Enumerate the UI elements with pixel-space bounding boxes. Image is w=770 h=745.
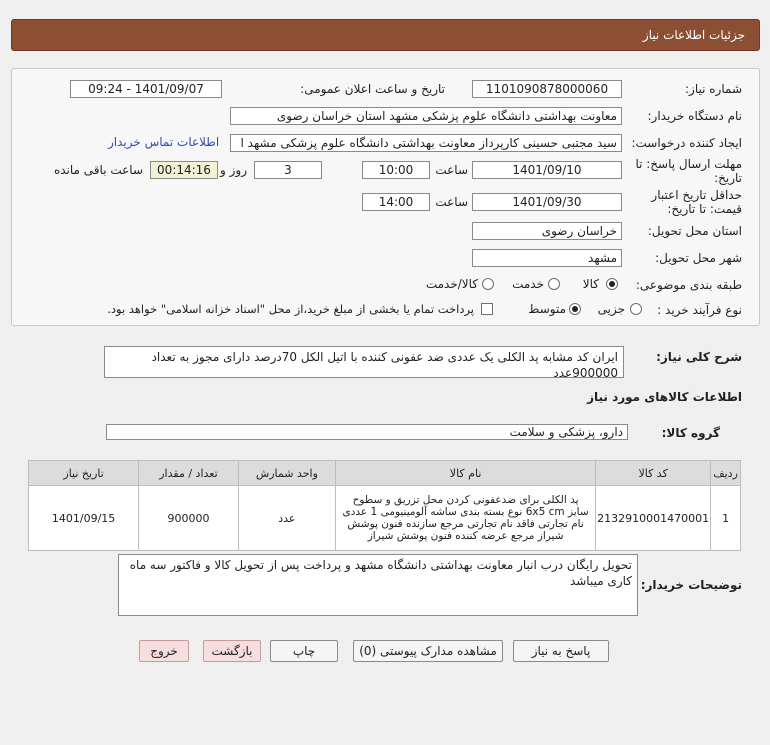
province-label: استان محل تحویل: — [647, 224, 742, 238]
validity-date-field: 1401/09/30 — [472, 193, 622, 211]
need-number-field: 1101090878000060 — [472, 80, 622, 98]
col-date: تاریخ نیاز — [29, 461, 139, 486]
validity-time-field: 14:00 — [362, 193, 430, 211]
deadline-time-field: 10:00 — [362, 161, 430, 179]
payment-note: پرداخت تمام یا بخشی از مبلغ خرید،از محل "اسناد خزانه اسلامی" خواهد بود. — [107, 302, 474, 316]
page-title: جزئیات اطلاعات نیاز — [642, 28, 745, 42]
goods-group-label: گروه کالا: — [661, 426, 720, 440]
summary-field: ایران کد مشابه پد الکلی یک عددی ضد عفونی کننده با اتیل الکل 70درصد دارای مجوز به تعداد 900000عدد — [104, 346, 624, 378]
buyer-org-field: معاونت بهداشتی دانشگاه علوم پزشکی مشهد استان خراسان رضوی — [230, 107, 622, 125]
cell-unit: عدد — [238, 486, 335, 551]
buyer-org-label: نام دستگاه خریدار: — [647, 109, 742, 123]
buyer-notes-label: توضیحات خریدار: — [640, 578, 742, 592]
category-radio-goods-service[interactable] — [482, 278, 494, 290]
remaining-label: ساعت باقی مانده — [53, 163, 143, 177]
deadline-time-label: ساعت — [435, 163, 468, 177]
col-qty: تعداد / مقدار — [139, 461, 238, 486]
purchase-radio-medium[interactable] — [569, 303, 581, 315]
category-option-goods-service: کالا/خدمت — [425, 277, 478, 291]
category-option-goods: کالا — [582, 277, 599, 291]
category-radio-goods[interactable] — [606, 278, 618, 290]
goods-table — [28, 460, 741, 551]
page-header — [11, 19, 760, 51]
print-button[interactable]: چاپ — [270, 640, 338, 662]
requester-label: ایجاد کننده درخواست: — [631, 136, 742, 150]
days-label: روز و — [220, 163, 247, 177]
exit-button[interactable]: خروج — [139, 640, 189, 662]
cell-code: 2132910001470001 — [596, 486, 711, 551]
cell-date: 1401/09/15 — [29, 486, 139, 551]
col-unit: واحد شمارش — [238, 461, 335, 486]
goods-section-title: اطلاعات کالاهای مورد نیاز — [587, 390, 742, 404]
purchase-option-medium: متوسط — [528, 302, 566, 316]
goods-table-header — [29, 461, 741, 486]
col-code: کد کالا — [596, 461, 711, 486]
purchase-radio-minor[interactable] — [630, 303, 642, 315]
buyer-contact-link[interactable]: اطلاعات تماس خریدار — [108, 135, 220, 149]
back-button[interactable]: بازگشت — [203, 640, 261, 662]
deadline-label-2: تاریخ: — [714, 171, 742, 185]
table-row — [29, 486, 741, 551]
city-field: مشهد — [472, 249, 622, 267]
cell-row: 1 — [711, 486, 741, 551]
remaining-time-field: 00:14:16 — [150, 161, 218, 179]
requester-field: سید مجتبی حسینی کارپرداز معاونت بهداشتی دانشگاه علوم پزشکی مشهد ا — [230, 134, 622, 152]
buyer-notes-field: تحویل رایگان درب انبار معاونت بهداشتی دانشگاه مشهد و پرداخت پس از تحویل کالا و فاکتور سه ماه کاری میباشد — [118, 554, 638, 616]
announce-label: تاریخ و ساعت اعلان عمومی: — [300, 82, 445, 96]
purchase-option-minor: جزیی — [597, 302, 625, 316]
reply-button[interactable]: پاسخ به نیاز — [513, 640, 609, 662]
cell-qty: 900000 — [139, 486, 238, 551]
summary-label: شرح کلی نیاز: — [656, 350, 742, 364]
goods-group-field: دارو، پزشکی و سلامت — [106, 424, 628, 440]
col-name: نام کالا — [336, 461, 596, 486]
days-field: 3 — [254, 161, 322, 179]
category-radio-service[interactable] — [548, 278, 560, 290]
deadline-label: مهلت ارسال پاسخ: تا — [635, 157, 742, 171]
province-field: خراسان رضوی — [472, 222, 622, 240]
deadline-date-field: 1401/09/10 — [472, 161, 622, 179]
col-row: ردیف — [711, 461, 741, 486]
validity-label: حداقل تاریخ اعتبار — [651, 188, 742, 202]
purchase-type-label: نوع فرآیند خرید : — [657, 303, 742, 317]
category-option-service: خدمت — [512, 277, 544, 291]
validity-label-2: قیمت: تا تاریخ: — [667, 202, 742, 216]
cell-name: پد الکلی برای ضدعفونی کردن محل تزریق و سطوح سایز 6x5 cm نوع بسته بندی ساشه آلومینیومی 1 عددی نام تجارتی فاقد نام تجارتی مرجع سازنده فنون پوشش شیراز مرجع عرضه کننده فنون پوشش شیراز — [336, 486, 596, 551]
category-label: طبقه بندی موضوعی: — [635, 278, 742, 292]
treasury-checkbox[interactable] — [481, 303, 493, 315]
attachments-button[interactable]: مشاهده مدارک پیوستی (0) — [353, 640, 503, 662]
city-label: شهر محل تحویل: — [655, 251, 742, 265]
need-number-label: شماره نیاز: — [685, 82, 742, 96]
announce-field: 1401/09/07 - 09:24 — [70, 80, 222, 98]
validity-time-label: ساعت — [435, 195, 468, 209]
